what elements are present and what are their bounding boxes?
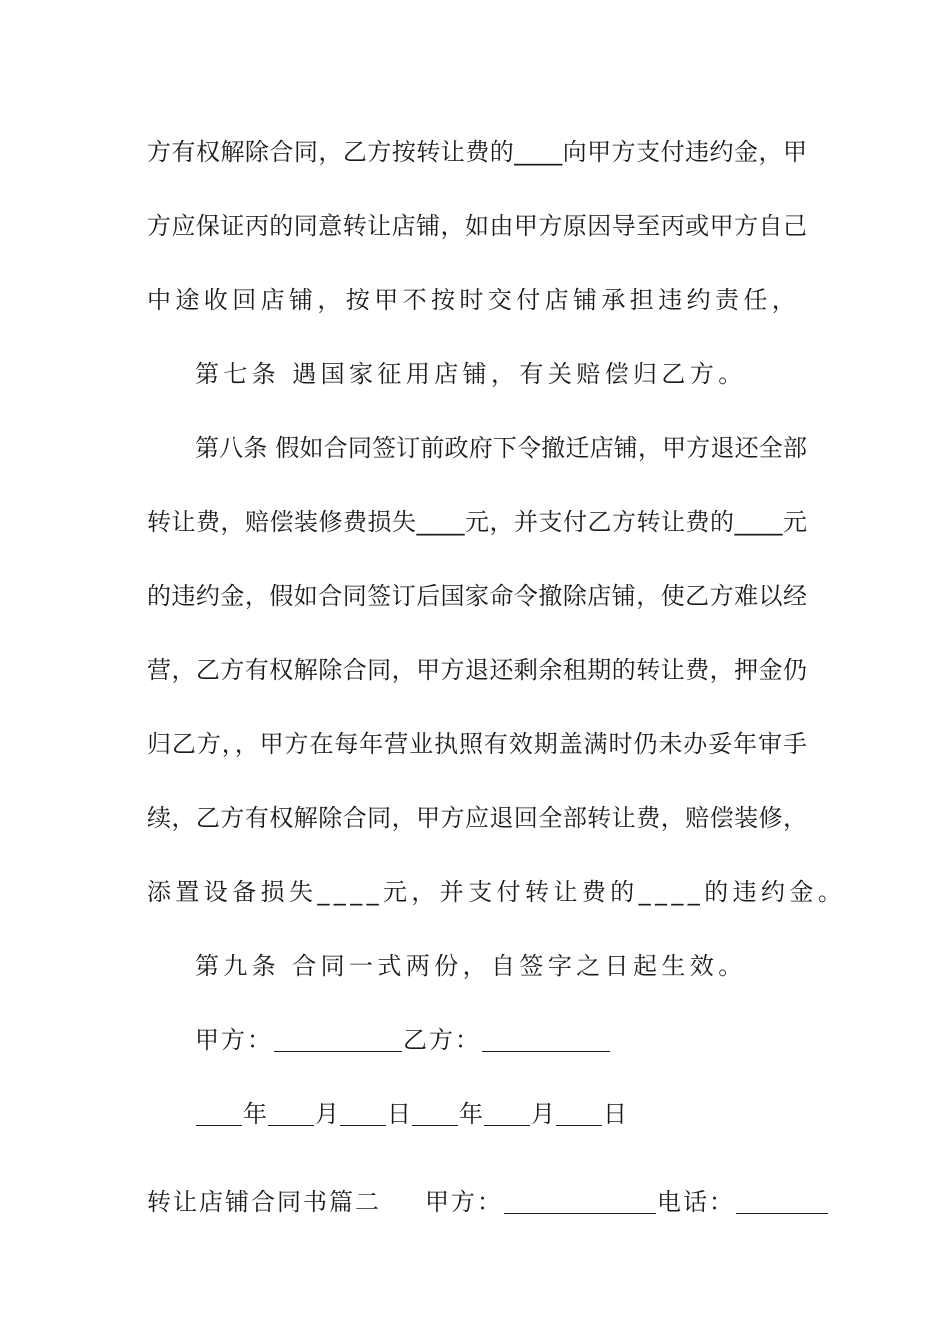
text-line: 的违约金，假如合同签订后国家命令撤除店铺，使乙方难以经 [147,582,807,610]
day-blank [340,1101,386,1126]
text-line: 营，乙方有权解除合同，甲方退还剩余租期的转让费，押金仍 [147,656,807,684]
day-blank [556,1101,602,1126]
article-8: 第八条 假如合同签订前政府下令撤迁店铺，甲方退还全部 [195,434,807,462]
phone-blank [736,1189,828,1214]
year-blank [196,1101,242,1126]
text-line: 方有权解除合同，乙方按转让费的____向甲方支付违约金，甲 [147,138,807,166]
party-b-blank [482,1027,610,1052]
next-contract-line [147,1186,807,1218]
day-label: 日 [603,1100,627,1128]
text-line: 方应保证丙的同意转让店铺，如由甲方原因导至丙或甲方自己 [147,212,807,240]
date-line [195,1098,855,1130]
day-label: 日 [387,1100,411,1128]
month-blank [268,1101,314,1126]
text-line: 归乙方，，甲方在每年营业执照有效期盖满时仍未办妥年审手 [147,730,807,758]
text-line: 转让费，赔偿装修费损失____元，并支付乙方转让费的____元 [147,508,807,536]
text-line: 续，乙方有权解除合同，甲方应退回全部转让费，赔偿装修， [147,804,807,832]
party-a-label: 甲方： [195,1026,273,1054]
month-label: 月 [315,1100,339,1128]
year-label: 年 [243,1100,267,1128]
year-label: 年 [459,1100,483,1128]
text-line: 中途收回店铺，按甲不按时交付店铺承担违约责任， [147,286,801,314]
text-line: 添置设备损失____元，并支付转让费的____的违约金。 [147,878,847,906]
footer-party-a-blank [504,1189,656,1214]
year-blank [412,1101,458,1126]
party-a-blank [274,1027,402,1052]
article-9: 第九条 合同一式两份，自签字之日起生效。 [195,952,747,980]
month-blank [484,1101,530,1126]
article-7: 第七条 遇国家征用店铺，有关赔偿归乙方。 [195,360,747,388]
footer-party-a-label: 甲方： [425,1188,503,1216]
month-label: 月 [531,1100,555,1128]
phone-label: 电话： [657,1188,735,1216]
signature-line [195,1024,855,1056]
party-b-label: 乙方： [403,1026,481,1054]
next-contract-title: 转让店铺合同书篇二 [147,1188,381,1216]
